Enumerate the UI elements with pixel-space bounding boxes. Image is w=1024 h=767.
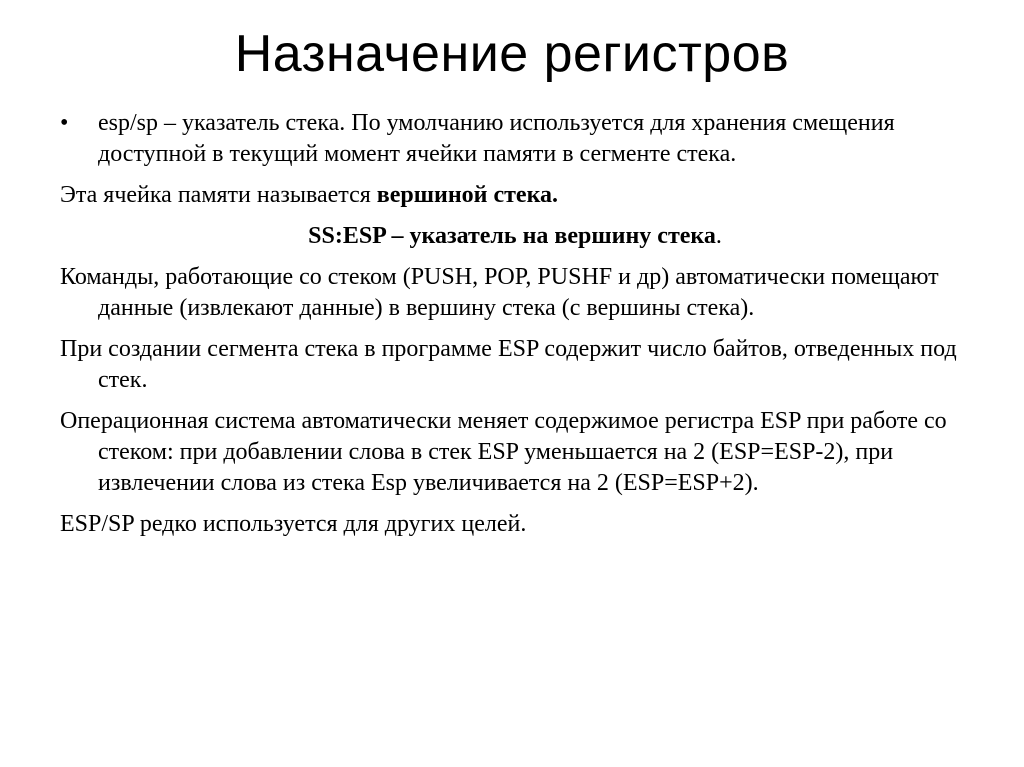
slide-content (60, 108, 970, 550)
ss-esp-suffix: . (715, 223, 722, 249)
stack-top-term: вершиной стека. (376, 182, 559, 208)
bullet-text: esp/sp – указатель стека. По умолчанию используется для хранения смещения доступной в текущий момент ячейки памяти в сегменте стека. (98, 110, 895, 167)
commands-paragraph: Команды, работающие со стеком (PUSH, POP, PUSHF и др) автоматически помещают данные (извлекают данные) в вершину стека (с вершины стека). (60, 264, 939, 321)
stack-top-prefix: Эта ячейка памяти называется (60, 182, 377, 208)
stack-top-paragraph (60, 180, 970, 211)
rare-use-paragraph: ESP/SP редко используется для других целей. (60, 511, 527, 537)
segment-creation-paragraph: При создании сегмента стека в программе ESP содержит число байтов, отведенных под стек. (60, 336, 957, 393)
ss-esp-paragraph (60, 221, 970, 252)
ss-esp-definition: SS:ESP – указатель на вершину стека (308, 223, 716, 249)
bullet-marker: • (60, 110, 69, 136)
slide-title: Назначение регистров (234, 25, 790, 83)
bullet-paragraph (60, 108, 970, 170)
os-behavior-paragraph: Операционная система автоматически меняет содержимое регистра ESP при работе со стеком: при добавлении слова в стек ESP уменьшается на 2 (ESP=ESP-2), при извлечении слова из стека Esp увеличивается на 2 (ESP=ESP+2). (60, 408, 947, 496)
